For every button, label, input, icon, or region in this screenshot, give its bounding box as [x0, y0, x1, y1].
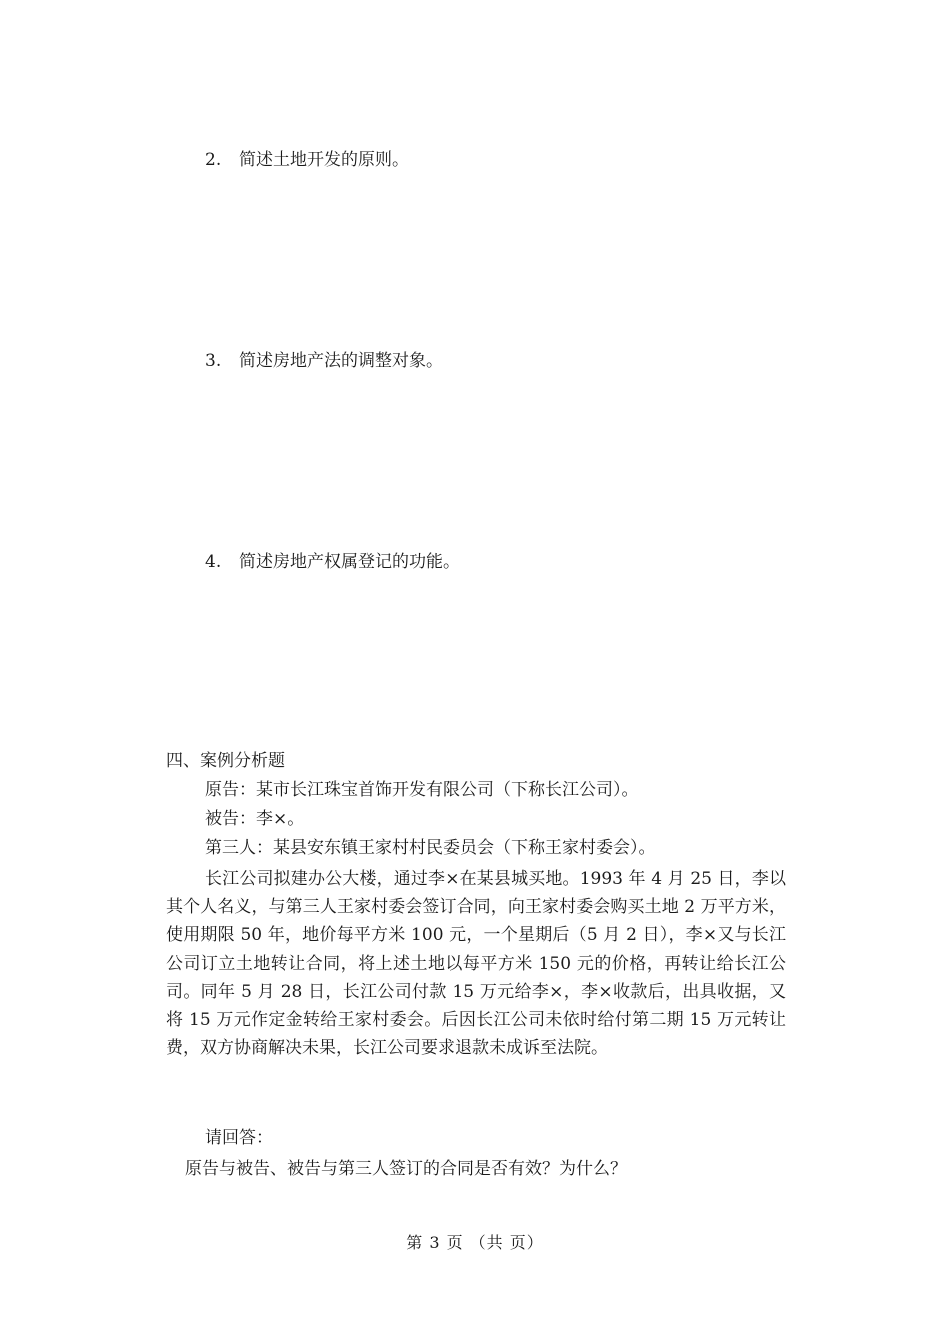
question-text: 简述土地开发的原则。	[239, 150, 409, 170]
page-footer: 第 3 页 （共 页）	[406, 1233, 544, 1252]
defendant-line: 被告：李×。	[205, 809, 305, 829]
case-section-title: 四、案例分析题	[166, 751, 285, 771]
question-text: 简述房地产权属登记的功能。	[239, 552, 460, 572]
question-2	[205, 148, 409, 172]
question-4	[205, 550, 460, 574]
plaintiff-line: 原告：某市长江珠宝首饰开发有限公司（下称长江公司）。	[205, 780, 639, 800]
question-text: 简述房地产法的调整对象。	[239, 351, 443, 371]
question-number: 2.	[205, 150, 222, 170]
answer-prompt: 请回答：	[205, 1128, 273, 1148]
case-question: 原告与被告、被告与第三人签订的合同是否有效？为什么？	[185, 1159, 627, 1179]
question-number: 4.	[205, 552, 222, 572]
question-number: 3.	[205, 351, 222, 371]
case-facts-paragraph: 长江公司拟建办公大楼，通过李×在某县城买地。1993 年 4 月 25 日，李以其个人名义，与第三人王家村委会签订合同，向王家村委会购买土地 2 万平方米，使用期限 50 年，地价每平方米 100 元，一个星期后（5 月 2 日），李×又与长江公司订立土地转让合同，将上述土地以每平方米 150 元的价格，再转让给长江公司。同年 5 月 28 日，长江公司付款 15 万元给李×，李×收款后，出具收据，又将 15 万元作定金转给王家村委会。后因长江公司未依时给付第二期 15 万元转让费，双方协商解决未果，长江公司要求退款未成诉至法院。	[166, 869, 786, 1059]
third-party-line: 第三人：某县安东镇王家村村民委员会（下称王家村委会）。	[205, 838, 656, 858]
question-3	[205, 349, 443, 373]
